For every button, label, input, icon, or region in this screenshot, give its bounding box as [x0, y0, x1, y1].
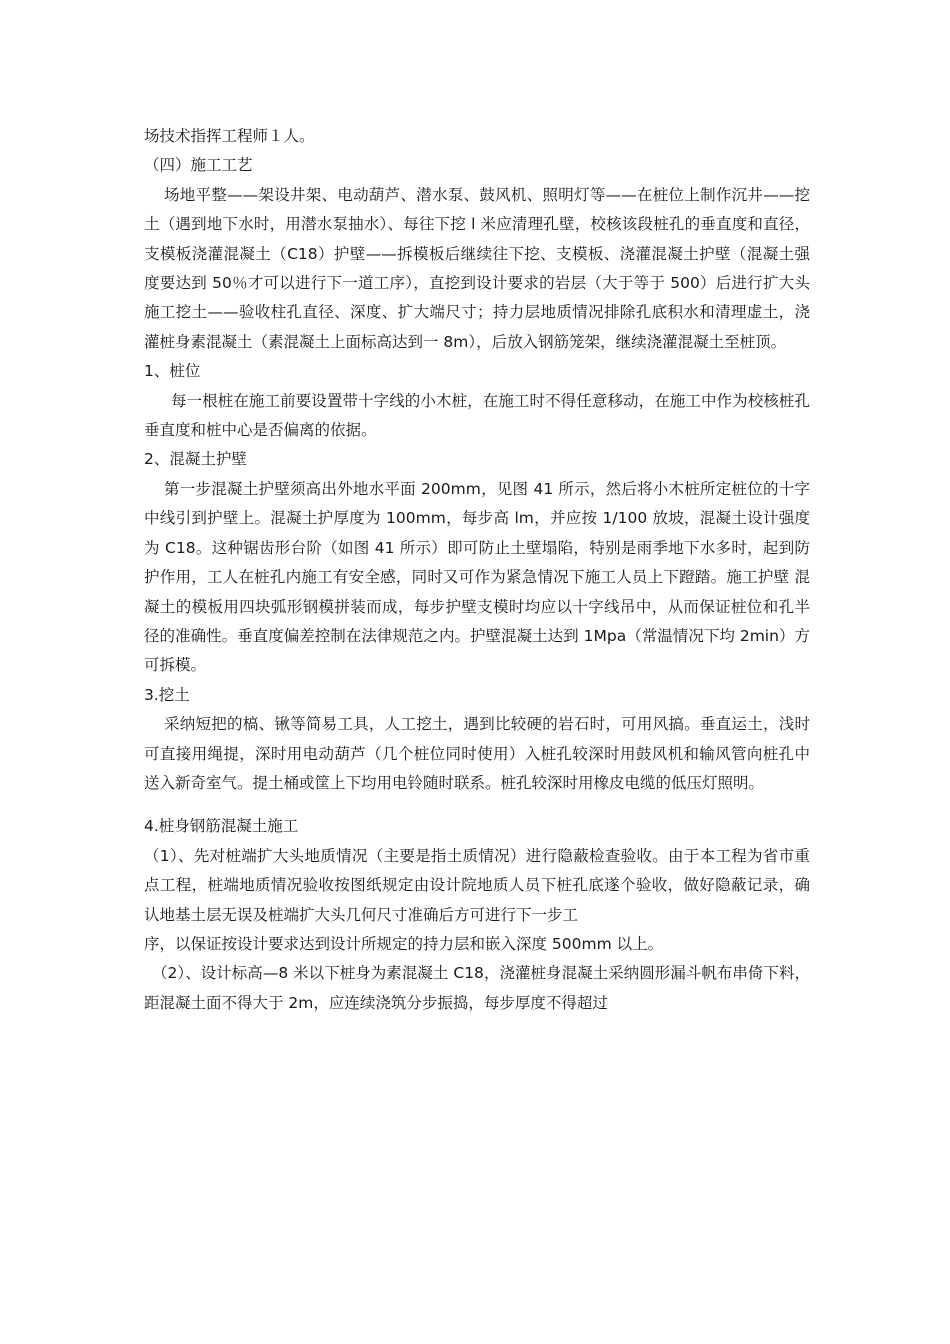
heading-pile-body-concrete: 4.桩身钢筋混凝土施工 — [144, 817, 299, 836]
paragraph-process-overview: 场地平整——架设井架、电动葫芦、潜水泵、鼓风机、照明灯等——在桩位上制作沉井——挖土（遇到地下水时，用潜水泵抽水）、每往下挖 l 米应清理孔壁，校核该段桩孔的垂直度和直径，支模板浇灌混凝土（C18）护壁——拆模板后继续往下挖、支模板、浇灌混凝土护壁（混凝土强度要达到 50％才可以进行下一道工序），直挖到设计要求的岩层（大于等于 500）后进行扩大头施工挖土——验收柱孔直径、深度、扩大端尺寸；持力层地质情况排除孔底积水和清理虚土，浇灌桩身素混凝土（素混凝土上面标高达到一 8m），后放入钢筋笼架，继续浇灌混凝土至桩顶。 — [144, 185, 810, 351]
document-page — [144, 122, 810, 1018]
paragraph-pile-position: 每一根桩在施工前要设置带十字线的小木桩，在施工时不得任意移动，在施工中作为校核桩孔垂直度和桩中心是否偏离的依据。 — [144, 391, 810, 440]
paragraph-excavation: 采纳短把的槁、锹等简易工具，人工挖土，遇到比较硬的岩石时，可用风搞。垂直运土，浅时可直接用绳提，深时用电动葫芦（几个桩位同时使用）入桩孔较深时用鼓风机和输风管向桩孔中送入新奇室气。提土桶或筐上下均用电铃随时联系。桩孔较深时用橡皮电缆的低压灯照明。 — [144, 715, 810, 792]
section-heading-construction-process: （四）施工工艺 — [144, 156, 253, 175]
heading-excavation: 3.挖土 — [144, 685, 190, 704]
paragraph-staff-note: 场技术指挥工程师１人。 — [144, 127, 315, 145]
paragraph-concrete-retaining-wall: 第一步混凝土护壁须高出外地水平面 200mm，见图 41 所示，然后将小木桩所定桩位的十字中线引到护壁上。混凝土护厚度为 100mm，每步高 lm，并应按 1/100 放坡，混凝土设计强度为 C18。这种锯齿形台阶（如图 41 所示）即可防止土壁塌陷，特别是雨季地下水多时，起到防护作用，工人在桩孔内施工有安全感，同时又可作为紧急情况下施工人员上下蹬踏。施工护壁 混凝土的模板用四块弧形钢模拼装而成，每步护壁支模时均应以十字线吊中，从而保证桩位和孔半径的准确性。垂直度偏差控制在法律规范之内。护壁混凝土达到 1Mpa（常温情况下均 2min）方可拆模。 — [144, 479, 810, 675]
paragraph-step-2: （2）、设计标高—8 米以下桩身为素混凝土 C18，浇灌桩身混凝土采纳圆形漏斗帆布串倚下料，距混凝土面不得大于 2m，应连续浇筑分步振捣，每步厚度不得超过 — [144, 964, 810, 1012]
heading-pile-position: 1、桩位 — [144, 362, 201, 381]
paragraph-inspection-step-1: （1）、先对桩端扩大头地质情况（主要是指土质情况）进行隐蔽检查验收。由于本工程为省市重点工程，桩端地质情况验收按图纸规定由设计院地质人员下桩孔底遂个验收，做好隐蔽记录，确认地基土层无误及桩端扩大头几何尺寸准确后方可进行下一步工 — [144, 846, 810, 924]
heading-concrete-retaining-wall: 2、混凝土护壁 — [144, 450, 247, 469]
paragraph-inspection-step-1-cont: 序，以保证按设计要求达到设计所规定的持力层和嵌入深度 500mm 以上。 — [144, 934, 664, 953]
